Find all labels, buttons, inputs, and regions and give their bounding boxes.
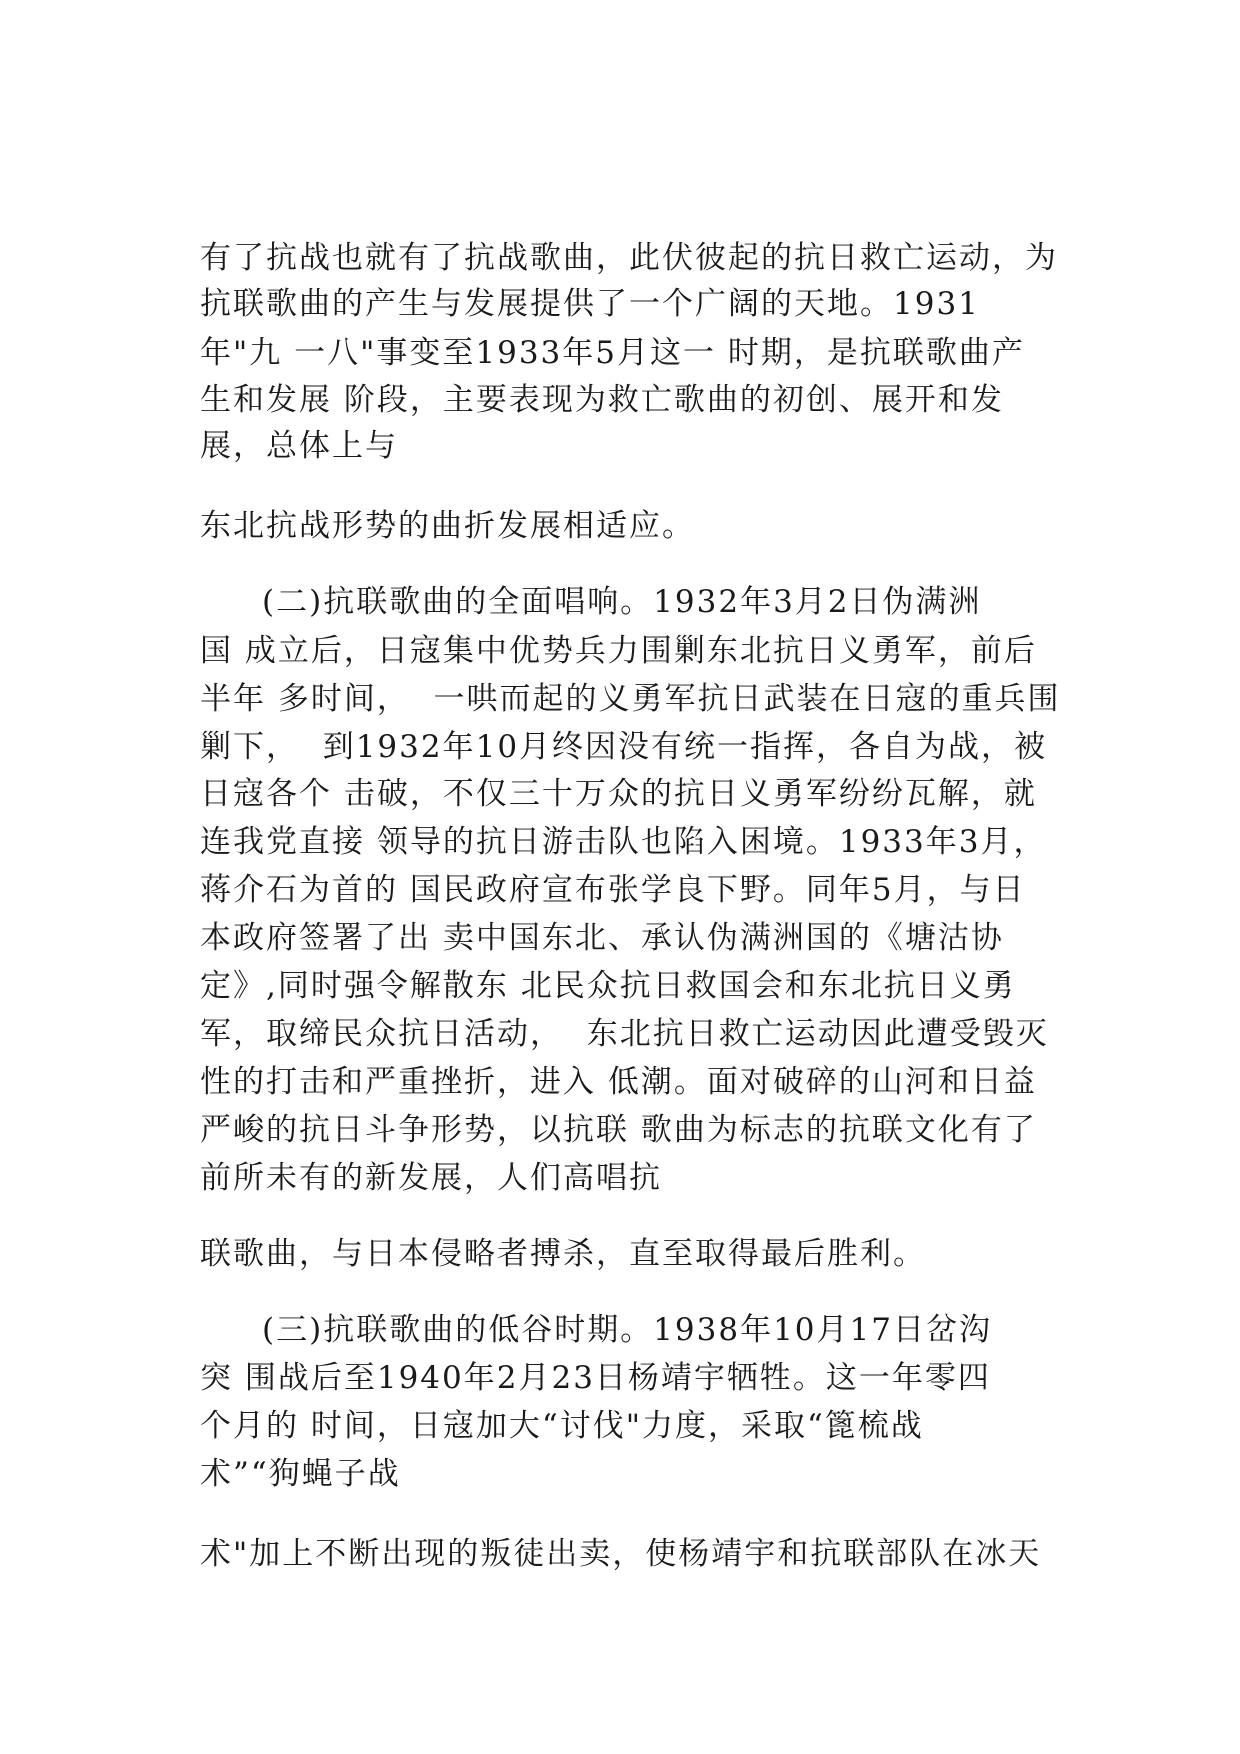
text-line: 个月的 时间，日寇加大“讨伐"力度，采取“篦梳战 xyxy=(200,1408,924,1444)
text-line: 前所未有的新发展，人们高唱抗 xyxy=(200,1160,662,1196)
text-line: 性的打击和严重挫折，进入 低潮。面对破碎的山河和日益 xyxy=(200,1064,1037,1100)
text-line: 联歌曲，与日本侵略者搏杀，直至取得最后胜利。 xyxy=(200,1236,926,1272)
text-line: 术”“狗蝇子战 xyxy=(200,1456,401,1492)
text-line: 半年 多时间， 一哄而起的义勇军抗日武装在日寇的重兵围 xyxy=(200,681,1061,717)
text-line: 术"加上不断出现的叛徒出卖，使杨靖宇和抗联部队在冰天 xyxy=(200,1536,1042,1572)
text-line: 剿下， 到1932年10月终因没有统一指挥，各自为战，被 xyxy=(200,729,1048,765)
text-line: 连我党直接 领导的抗日游击队也陷入困境。1933年3月， xyxy=(200,824,1047,860)
text-line: 军，取缔民众抗日活动， 东北抗日救亡运动因此遭受毁灭 xyxy=(200,1016,1049,1052)
text-line: 突 围战后至1940年2月23日杨靖宇牺牲。这一年零四 xyxy=(200,1360,991,1396)
text-line: 本政府签署了出 卖中国东北、承认伪满洲国的《塘沽协 xyxy=(200,920,1004,956)
text-line: 生和发展 阶段，主要表现为救亡歌曲的初创、展开和发 xyxy=(200,382,1004,418)
text-line: 定》,同时强令解散东 北民众抗日救国会和东北抗日义勇 xyxy=(200,968,1016,1004)
text-line: 严峻的抗日斗争形势，以抗联 歌曲为标志的抗联文化有了 xyxy=(200,1112,1037,1148)
text-line: 国 成立后，日寇集中优势兵力围剿东北抗日义勇军，前后 xyxy=(200,633,1037,669)
text-line: 抗联歌曲的产生与发展提供了一个广阔的天地。1931 xyxy=(200,286,980,322)
text-line: 日寇各个 击破，不仅三十万众的抗日义勇军纷纷瓦解，就 xyxy=(200,776,1037,812)
text-line: 蒋介石为首的 国民政府宣布张学良下野。同年5月，与日 xyxy=(200,872,1026,908)
text-line: (二)抗联歌曲的全面唱响。1932年3月2日伪满洲 xyxy=(262,584,982,620)
text-line: (三)抗联歌曲的低谷时期。1938年10月17日岔沟 xyxy=(262,1312,992,1348)
text-line: 展，总体上与 xyxy=(200,428,398,464)
text-line: 有了抗战也就有了抗战歌曲，此伏彼起的抗日救亡运动，为 xyxy=(200,240,1058,276)
text-line: 东北抗战形势的曲折发展相适应。 xyxy=(200,508,695,544)
text-line: 年"九 一八"事变至1933年5月这一 时期，是抗联歌曲产 xyxy=(200,335,1025,371)
